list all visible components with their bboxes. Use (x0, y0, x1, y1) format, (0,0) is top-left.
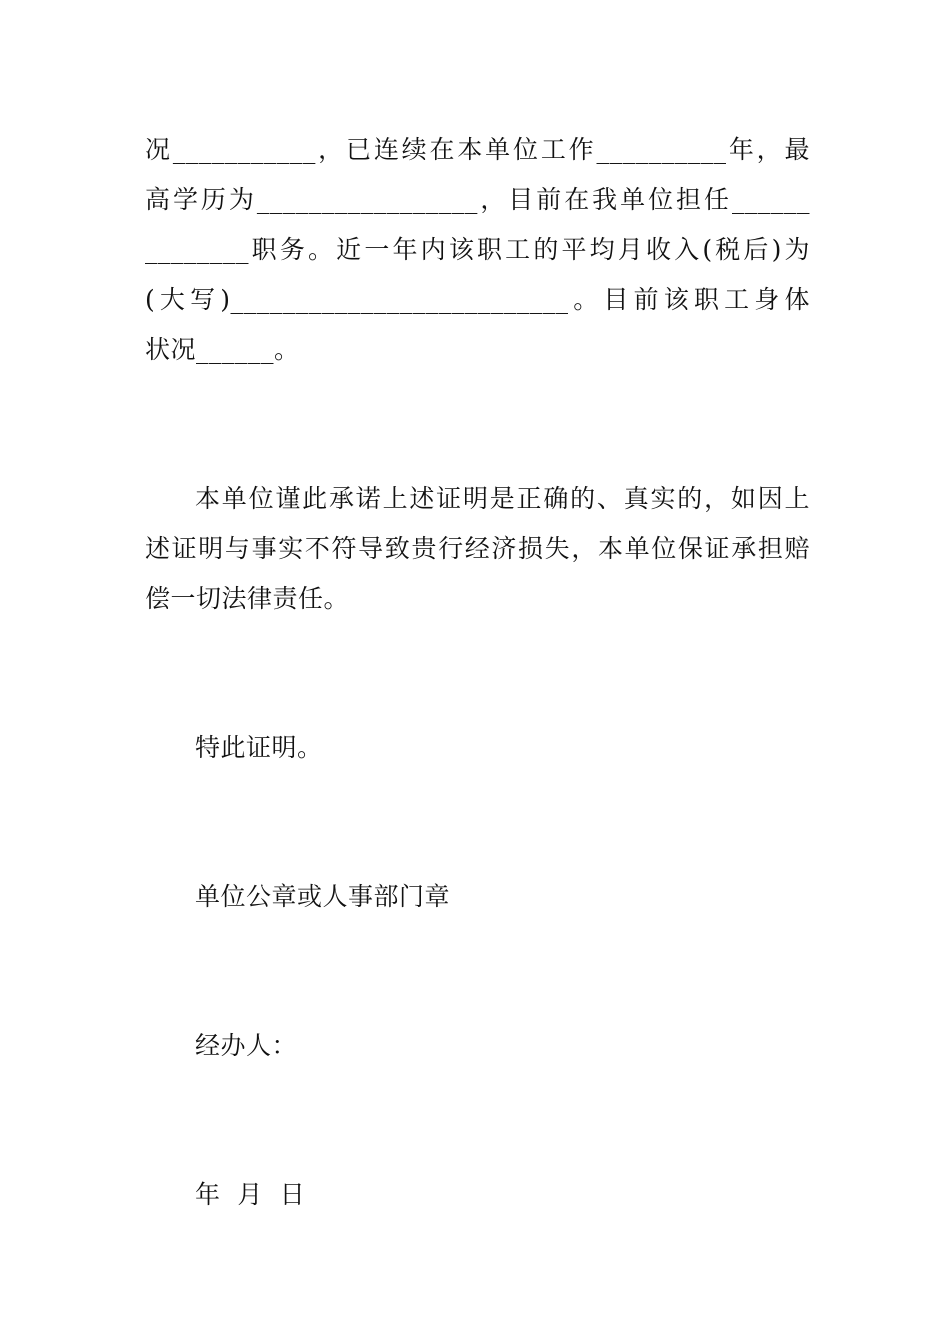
seal-label: 单位公章或人事部门章 (195, 882, 451, 911)
paragraph1-line2: 高学历为_________________，目前在我单位担任______ (145, 185, 810, 214)
handler-label: 经办人： (195, 1031, 298, 1060)
paragraph1-line3: ________职务。近一年内该职工的平均月收入(税后)为 (145, 235, 810, 264)
paragraph2-line1: 本单位谨此承诺上述证明是正确的、真实的，如因上 (195, 484, 810, 513)
paragraph1-line1: 况___________，已连续在本单位工作__________年，最 (145, 135, 810, 164)
paragraph2-line3: 偿一切法律责任。 (145, 584, 350, 613)
closing-text: 特此证明。 (195, 733, 323, 762)
paragraph2-line2: 述证明与事实不符导致贵行经济损失，本单位保证承担赔 (145, 534, 810, 563)
paragraph1-line5: 状况______。 (145, 335, 300, 364)
date-label: 年 月 日 (195, 1180, 306, 1209)
paragraph1-line4: (大写)__________________________。目前该职工身体 (145, 285, 810, 314)
